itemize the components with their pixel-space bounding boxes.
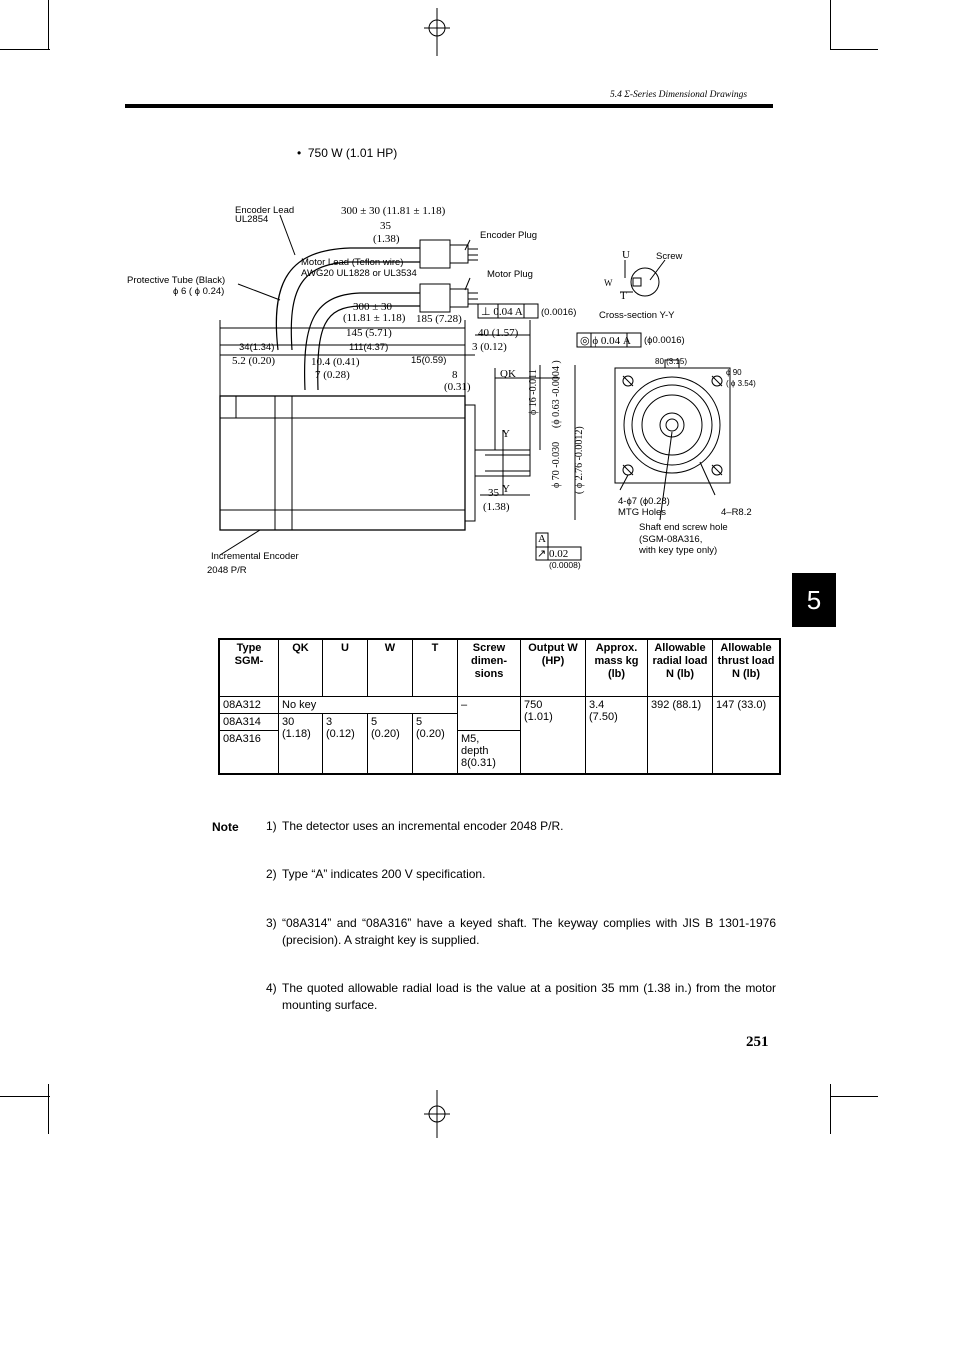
shaft-screw-label-2: (SGM-08A316, xyxy=(639,534,703,545)
col-thrust: Allowable thrust load N (lb) xyxy=(713,639,781,697)
dim-1181-motor: (11.81 ± 1.18) xyxy=(343,312,406,324)
cell-radial: 392 (88.1) xyxy=(648,697,713,775)
crop-mark xyxy=(830,1084,831,1134)
cell-mass: 3.4 (7.50) xyxy=(586,697,648,775)
cell-type: 08A316 xyxy=(219,731,279,775)
dim-300-motor: 300 ± 30 xyxy=(353,301,393,313)
u-label: U xyxy=(622,249,630,261)
table-row xyxy=(219,697,780,714)
crop-mark xyxy=(830,0,831,50)
dim-111: 111(4.37) xyxy=(349,342,389,353)
cell-t: 5 (0.20) xyxy=(413,714,458,775)
cell-output: 750 (1.01) xyxy=(521,697,586,775)
dim-35-b: 35 xyxy=(488,487,499,499)
dim-phi90: ϕ 90 xyxy=(726,368,742,377)
note-item: 3) “08A314” and “08A316” have a keyed shaft. The keyway complies with JIS B 1301-1976 (precision). A straight key is supplied. xyxy=(266,916,776,947)
dim-80: 80 (3.15) xyxy=(655,357,688,366)
cell-screw: M5, depth 8(0.31) xyxy=(458,731,521,775)
shaft-diameter: ϕ 16 -0.011 xyxy=(528,369,539,415)
crop-mark xyxy=(830,49,878,50)
radius-label: 4–R8.2 xyxy=(721,507,752,518)
col-qk: QK xyxy=(279,639,323,697)
table-header-row xyxy=(219,639,780,697)
chapter-tab: 5 xyxy=(792,573,836,627)
dim-5-2: 5.2 (0.20) xyxy=(232,355,276,367)
dim-138-a: (1.38) xyxy=(373,233,400,245)
encoder-plug xyxy=(420,240,450,268)
dim-10-4: 10.4 (0.41) xyxy=(311,356,360,368)
spigot-diameter: ϕ 70 -0.030 xyxy=(551,441,562,488)
qk-label: QK xyxy=(500,368,516,380)
dim-3: 3 (0.12) xyxy=(472,341,507,353)
motor-lead-label: Motor Lead (Teflon wire) xyxy=(301,257,404,268)
dim-15: 15(0.59) xyxy=(411,355,447,366)
tube-diameter-label: ϕ 6 ( ϕ 0.24) xyxy=(173,286,225,297)
header-rule xyxy=(125,104,773,108)
cell-w: 5 (0.20) xyxy=(368,714,413,775)
note-item: 2) Type “A” indicates 200 V specification. xyxy=(266,867,486,881)
crop-mark xyxy=(0,1096,50,1097)
cell-type: 08A314 xyxy=(219,714,279,731)
y-bottom-label: Y xyxy=(502,483,510,495)
col-output: Output W (HP) xyxy=(521,639,586,697)
encoder-plug-label: Encoder Plug xyxy=(480,230,538,241)
perpendicularity: ⊥ 0.04 A xyxy=(481,306,523,318)
shaft-screw-label-3: with key type only) xyxy=(639,545,718,556)
dim-138-b: (1.38) xyxy=(483,501,510,513)
cell-qk-nokey: No key xyxy=(279,697,458,714)
cell-u: 3 (0.12) xyxy=(323,714,368,775)
note-label: Note xyxy=(212,820,239,834)
shaft-diameter-inch: (ϕ 0.63 -0.0004 ) xyxy=(551,360,562,428)
note-item: 1) The detector uses an incremental encoder 2048 P/R. xyxy=(266,819,564,833)
col-t: T xyxy=(413,639,458,697)
dim-8: 8 xyxy=(452,369,458,381)
spec-table xyxy=(218,638,781,775)
col-type: Type SGM- xyxy=(219,639,279,697)
mtg-holes-label-2: MTG Holes xyxy=(618,507,667,518)
dim-34: 34(1.34) xyxy=(239,342,275,353)
cell-thrust: 147 (33.0) xyxy=(713,697,781,775)
crop-mark xyxy=(48,0,49,50)
protective-tube-label: Protective Tube (Black) xyxy=(127,275,226,286)
y-top-label: Y xyxy=(502,428,510,440)
concentricity: ◎ ϕ 0.04 A xyxy=(580,335,631,347)
col-radial: Allowable radial load N (lb) xyxy=(648,639,713,697)
col-screw: Screw dimen-sions xyxy=(458,639,521,697)
pulse-label: 2048 P/R xyxy=(207,565,247,576)
cell-screw: – xyxy=(458,697,521,731)
ul2854-label: UL2854 xyxy=(235,214,269,225)
shaft-screw-label-1: Shaft end screw hole xyxy=(639,522,728,533)
mtg-holes-label-1: 4-ϕ7 (ϕ0.28) xyxy=(618,496,670,507)
dim-185: 185 (7.28) xyxy=(416,313,462,325)
screw-label: Screw xyxy=(656,251,683,262)
encoder-lead-label: Encoder Lead xyxy=(235,205,295,216)
awg-label: AWG20 UL1828 or UL3534 xyxy=(301,268,417,279)
crop-mark xyxy=(0,49,50,50)
col-w: W xyxy=(368,639,413,697)
dim-7: 7 (0.28) xyxy=(315,369,350,381)
registration-mark xyxy=(422,8,452,56)
datum-a-label: A xyxy=(538,533,546,545)
perpendicularity-inch: (0.0016) xyxy=(541,307,577,318)
cross-section-label: Cross-section Y-Y xyxy=(599,310,675,321)
dim-300-encoder: 300 ± 30 (11.81 ± 1.18) xyxy=(341,205,446,217)
dim-145: 145 (5.71) xyxy=(346,327,392,339)
incremental-encoder-label: Incremental Encoder xyxy=(211,551,299,562)
spigot-diameter-inch: ( ϕ 2.76 -0.0012) xyxy=(574,426,585,494)
cell-qk: 30 (1.18) xyxy=(279,714,323,775)
w-label: W xyxy=(604,278,613,288)
registration-mark xyxy=(422,1090,452,1138)
runout-inch: (0.0008) xyxy=(549,560,581,570)
dim-35-a: 35 xyxy=(380,220,391,232)
motor-rating: 750 W (1.01 HP) xyxy=(307,146,398,160)
motor-rating-bullet: • 750 W (1.01 HP) xyxy=(297,146,398,160)
concentricity-inch: (ϕ0.0016) xyxy=(644,335,685,346)
col-u: U xyxy=(323,639,368,697)
runout: ↗ 0.02 xyxy=(537,548,569,560)
section-header: 5.4 Σ-Series Dimensional Drawings xyxy=(610,90,748,100)
note-item: 4) The quoted allowable radial load is the value at a position 35 mm (1.38 in.) from the motor mounting surface. xyxy=(266,981,776,1012)
motor-plug xyxy=(420,284,450,312)
col-mass: Approx. mass kg (lb) xyxy=(586,639,648,697)
dim-phi354: ( ϕ 3.54) xyxy=(726,379,756,388)
t-label: T xyxy=(620,290,627,302)
dim-40: 40 (1.57) xyxy=(478,327,519,339)
crop-mark xyxy=(830,1096,878,1097)
crop-mark xyxy=(48,1084,49,1134)
dim-031: (0.31) xyxy=(444,381,471,393)
cell-type: 08A312 xyxy=(219,697,279,714)
page-number: 251 xyxy=(746,1034,769,1050)
motor-plug-label: Motor Plug xyxy=(487,269,533,280)
